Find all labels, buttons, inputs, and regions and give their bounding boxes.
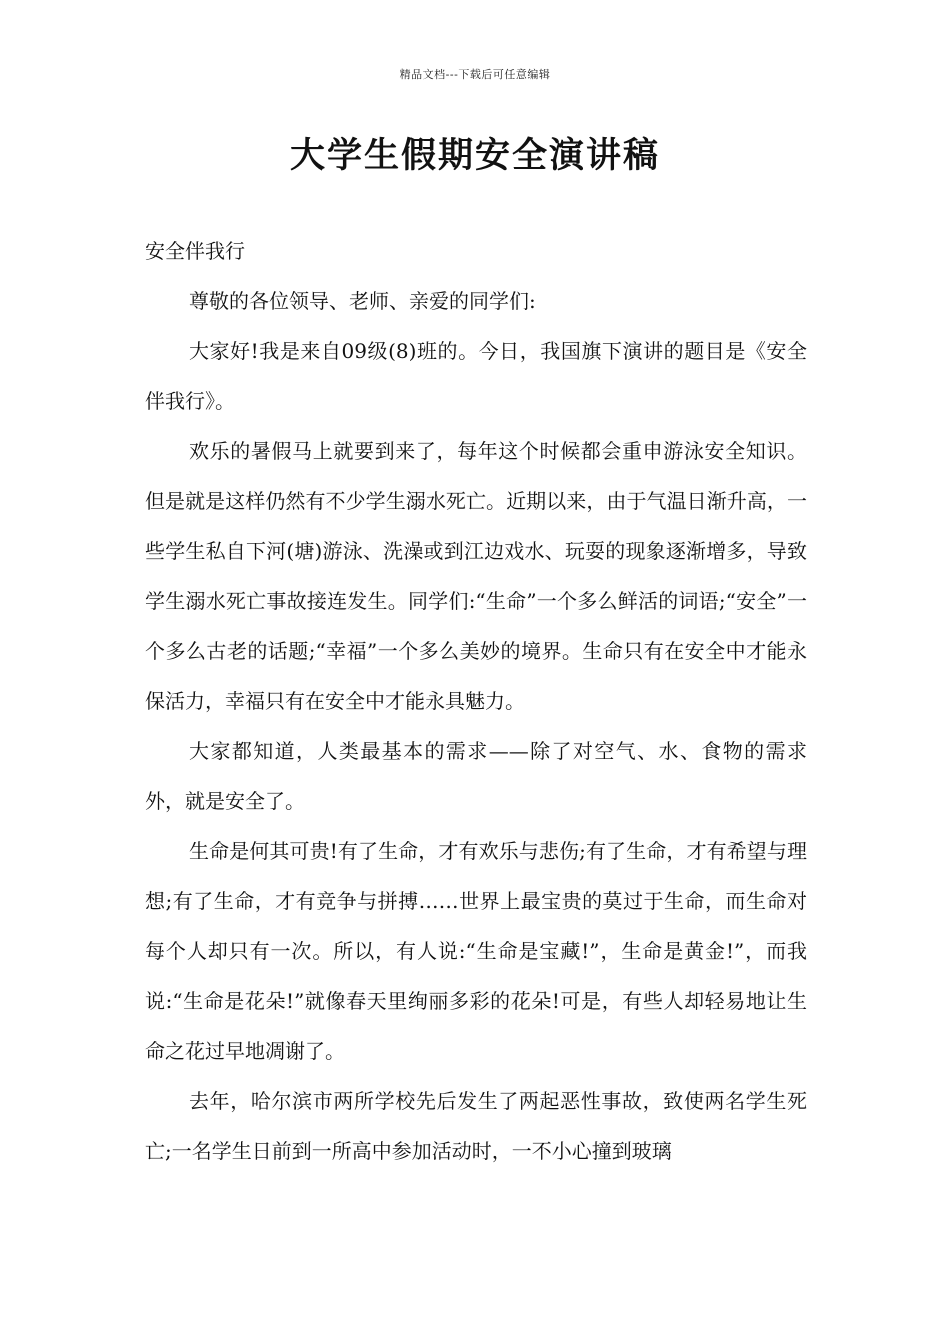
paragraph-basic-needs: 大家都知道，人类最基本的需求——除了对空气、水、食物的需求外，就是安全了。 bbox=[145, 739, 807, 813]
document-title: 大学生假期安全演讲稿 bbox=[289, 136, 660, 176]
paragraph-greeting: 尊敬的各位领导、老师、亲爱的同学们: bbox=[189, 289, 536, 313]
header-note: 精品文档---下载后可任意编辑 bbox=[399, 68, 551, 81]
paragraph-summer-safety: 欢乐的暑假马上就要到来了，每年这个时候都会重申游泳安全知识。但是就是这样仍然有不少学生溺水死亡。近期以来，由于气温日渐升高，一些学生私自下河(塘)游泳、洗澡或到江边戏水、玩耍的现象逐渐增多，导致学生溺水死亡事故接连发生。同学们:“生命”一个多么鲜活的词语;“安全”一个多么古老的话题;“幸福”一个多么美妙的境界。生命只有在安全中才能永保活力，幸福只有在安全中才能永具魅力。 bbox=[145, 439, 807, 713]
document-body bbox=[145, 226, 807, 1176]
paragraph-accidents: 去年，哈尔滨市两所学校先后发生了两起恶性事故，致使两名学生死亡;一名学生日前到一所高中参加活动时，一不小心撞到玻璃 bbox=[145, 1089, 807, 1163]
paragraph-value-of-life: 生命是何其可贵!有了生命，才有欢乐与悲伤;有了生命，才有希望与理想;有了生命，才有竞争与拼搏……世界上最宝贵的莫过于生命，而生命对每个人却只有一次。所以，有人说:“生命是宝藏!”，生命是黄金!”，而我说:“生命是花朵!”就像春天里绚丽多彩的花朵!可是，有些人却轻易地让生命之花过早地凋谢了。 bbox=[145, 839, 807, 1063]
document-subtitle: 安全伴我行 bbox=[145, 239, 245, 263]
paragraph-intro: 大家好!我是来自09级(8)班的。今日，我国旗下演讲的题目是《安全伴我行》。 bbox=[145, 339, 807, 413]
